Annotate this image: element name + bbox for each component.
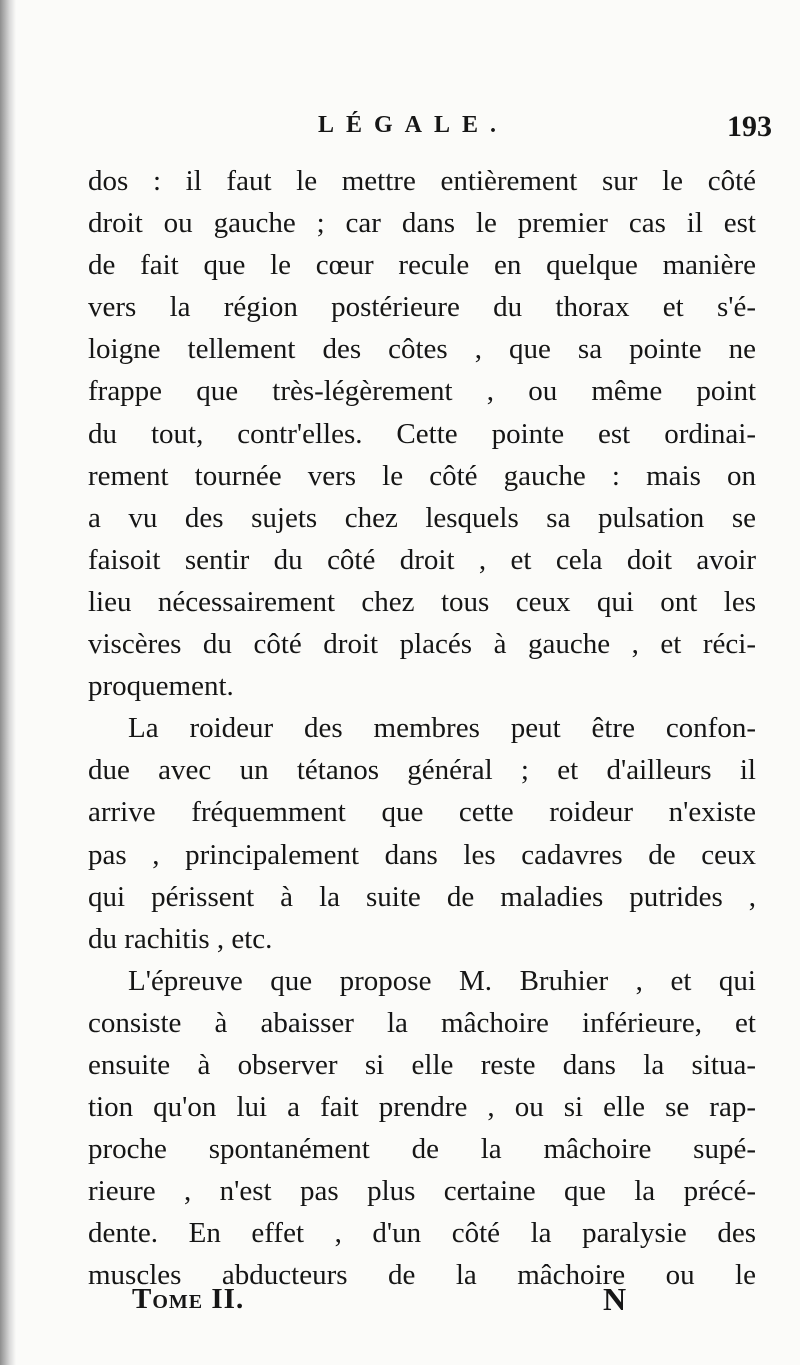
text-line: qui périssent à la suite de maladies putrides , — [88, 880, 756, 913]
text-line: de fait que le cœur recule en quelque manière — [88, 249, 756, 282]
text-line: rieure , n'est pas plus certaine que la précé- — [88, 1175, 756, 1208]
text-line: pas , principalement dans les cadavres de ceux — [88, 838, 756, 871]
page-number: 193 — [727, 110, 772, 143]
text-line: dente. En effet , d'un côté la paralysie des — [88, 1217, 756, 1250]
text-line: faisoit sentir du côté droit , et cela doit avoir — [88, 543, 756, 576]
signature-mark: N — [603, 1281, 627, 1317]
text-line: du rachitis , etc. — [88, 922, 273, 955]
text-line: consiste à abaisser la mâchoire inférieure, et — [88, 1006, 756, 1039]
text-line: frappe que très-légèrement , ou même point — [88, 375, 756, 408]
paragraph-first-line: L'épreuve que propose M. Bruhier , et qui — [128, 964, 756, 997]
running-head: LÉGALE. — [318, 112, 509, 138]
text-line: du tout, contr'elles. Cette pointe est ordinai- — [88, 417, 756, 450]
text-line: arrive fréquemment que cette roideur n'existe — [88, 796, 756, 829]
text-line: rement tournée vers le côté gauche : mais on — [88, 459, 756, 492]
page-header — [0, 112, 800, 152]
paragraph-first-line: La roideur des membres peut être confon- — [128, 712, 756, 745]
body-text — [88, 160, 756, 1297]
text-line: droit ou gauche ; car dans le premier cas il est — [88, 207, 756, 240]
text-line: proquement. — [88, 670, 234, 703]
volume-label: Tome II. — [132, 1283, 245, 1315]
binding-shadow — [0, 0, 16, 1365]
text-line: proche spontanément de la mâchoire supé- — [88, 1133, 756, 1166]
text-line: muscles abducteurs de la mâchoire ou le — [88, 1259, 756, 1292]
text-line: ensuite à observer si elle reste dans la situa- — [88, 1048, 756, 1081]
text-line: vers la région postérieure du thorax et s'é- — [88, 291, 756, 324]
text-line: a vu des sujets chez lesquels sa pulsation se — [88, 501, 756, 534]
text-line: viscères du côté droit placés à gauche , et réci- — [88, 628, 756, 661]
text-line: due avec un tétanos général ; et d'ailleurs il — [88, 754, 756, 787]
text-line: loigne tellement des côtes , que sa pointe ne — [88, 333, 756, 366]
text-line: lieu nécessairement chez tous ceux qui ont les — [88, 585, 756, 618]
page-footer — [0, 1283, 800, 1323]
text-line: tion qu'on lui a fait prendre , ou si elle se rap- — [88, 1091, 756, 1124]
text-line: dos : il faut le mettre entièrement sur le côté — [88, 165, 756, 197]
